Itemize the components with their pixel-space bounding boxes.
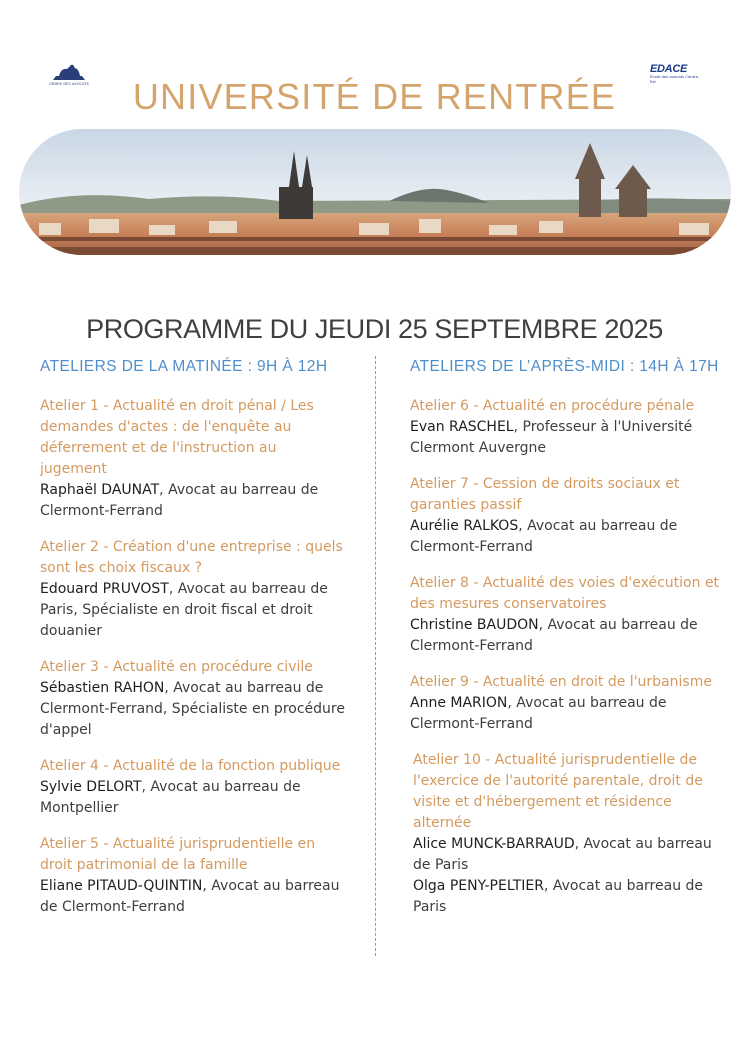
workshop-title: Atelier 7 - Cession de droits sociaux et garanties passif <box>410 476 680 513</box>
workshop-title: Atelier 9 - Actualité en droit de l'urbanisme <box>410 674 712 690</box>
speaker <box>410 693 725 735</box>
speaker-role: , Avocat au barreau de Clermont-Ferrand <box>410 617 698 654</box>
speaker-role: , Avocat au barreau de Clermont-Ferrand <box>40 878 340 915</box>
speaker-name: Anne MARION <box>410 695 508 711</box>
speaker-role: , Avocat au barreau de Clermont-Ferrand <box>410 695 667 732</box>
speaker-name: Olga PENY-PELTIER <box>413 878 544 894</box>
speaker-role: , Avocat au barreau de Clermont-Ferrand, Spécialiste en procédure d'appel <box>40 680 345 738</box>
speaker-name: Evan RASCHEL <box>410 419 514 435</box>
speaker-role: , Avocat au barreau de Clermont-Ferrand <box>410 518 678 555</box>
speaker <box>413 876 725 918</box>
speaker-name: Alice MUNCK-BARRAUD <box>413 836 575 852</box>
workshop-8 <box>410 573 725 657</box>
speaker-role: , Avocat au barreau de Paris <box>413 878 704 915</box>
speaker <box>410 615 725 657</box>
page-title: UNIVERSITÉ DE RENTRÉE <box>132 76 617 118</box>
logo-right-sub: École des avocats Centre-Est <box>650 74 700 84</box>
workshop-title: Atelier 3 - Actualité en procédure civile <box>40 659 313 675</box>
workshop-6 <box>410 396 725 459</box>
morning-heading: ATELIERS DE LA MATINÉE : 9H À 12H <box>40 358 328 375</box>
workshop-5 <box>40 834 345 918</box>
workshop-title: Atelier 10 - Actualité jurisprudentielle de l'exercice de l'autorité parentale, droit de visite et d'hébergement et résidence alternée <box>413 752 703 831</box>
logo-right-brand: EDACE <box>650 63 688 75</box>
afternoon-heading: ATELIERS DE L’APRÈS-MIDI : 14H À 17H <box>410 358 719 375</box>
afternoon-column <box>410 358 725 933</box>
logo-left-text: ORDRE DES AVOCATS <box>49 82 89 86</box>
speaker-role: , Professeur à l'Université Clermont Auvergne <box>410 419 693 456</box>
speaker <box>40 876 345 918</box>
column-divider <box>375 356 376 956</box>
speaker <box>40 480 345 522</box>
speaker-name: Sébastien RAHON <box>40 680 165 696</box>
workshop-9 <box>410 672 725 735</box>
workshop-title: Atelier 5 - Actualité jurisprudentielle en droit patrimonial de la famille <box>40 836 316 873</box>
speaker <box>413 834 725 876</box>
workshop-title: Atelier 8 - Actualité des voies d'exécution et des mesures conservatoires <box>410 575 720 612</box>
workshop-3 <box>40 657 345 741</box>
workshop-title: Atelier 4 - Actualité de la fonction publique <box>40 758 341 774</box>
workshop-2 <box>40 537 345 642</box>
city-panorama-banner <box>19 129 731 255</box>
workshop-10 <box>410 750 725 918</box>
speaker-name: Edouard PRUVOST <box>40 581 169 597</box>
speaker-role: , Avocat au barreau de Clermont-Ferrand <box>40 482 319 519</box>
speaker <box>410 417 725 459</box>
speaker-name: Sylvie DELORT <box>40 779 142 795</box>
speaker-name: Raphaël DAUNAT <box>40 482 160 498</box>
workshop-title: Atelier 6 - Actualité en procédure pénale <box>410 398 695 414</box>
speaker <box>40 678 345 741</box>
workshop-title: Atelier 1 - Actualité en droit pénal / Les demandes d'actes : de l'enquête au déferrement et de l'instruction au jugement <box>40 398 314 477</box>
workshop-title: Atelier 2 - Création d'une entreprise : quels sont les choix fiscaux ? <box>40 539 343 576</box>
speaker <box>40 777 345 819</box>
speaker-name: Aurélie RALKOS <box>410 518 519 534</box>
morning-column <box>40 358 345 933</box>
speaker-role: , Avocat au barreau de Montpellier <box>40 779 301 816</box>
school-logo <box>650 64 702 90</box>
city-panorama-image <box>19 129 731 255</box>
workshop-7 <box>410 474 725 558</box>
speaker <box>410 516 725 558</box>
speaker-role: , Avocat au barreau de Paris <box>413 836 712 873</box>
speaker-name: Eliane PITAUD-QUINTIN <box>40 878 203 894</box>
workshop-1 <box>40 396 345 522</box>
speaker-role: , Avocat au barreau de Paris, Spécialiste en droit fiscal et droit douanier <box>40 581 328 639</box>
workshop-4 <box>40 756 345 819</box>
speaker-name: Christine BAUDON <box>410 617 539 633</box>
program-title: PROGRAMME DU JEUDI 25 SEPTEMBRE 2025 <box>86 314 663 345</box>
speaker <box>40 579 345 642</box>
